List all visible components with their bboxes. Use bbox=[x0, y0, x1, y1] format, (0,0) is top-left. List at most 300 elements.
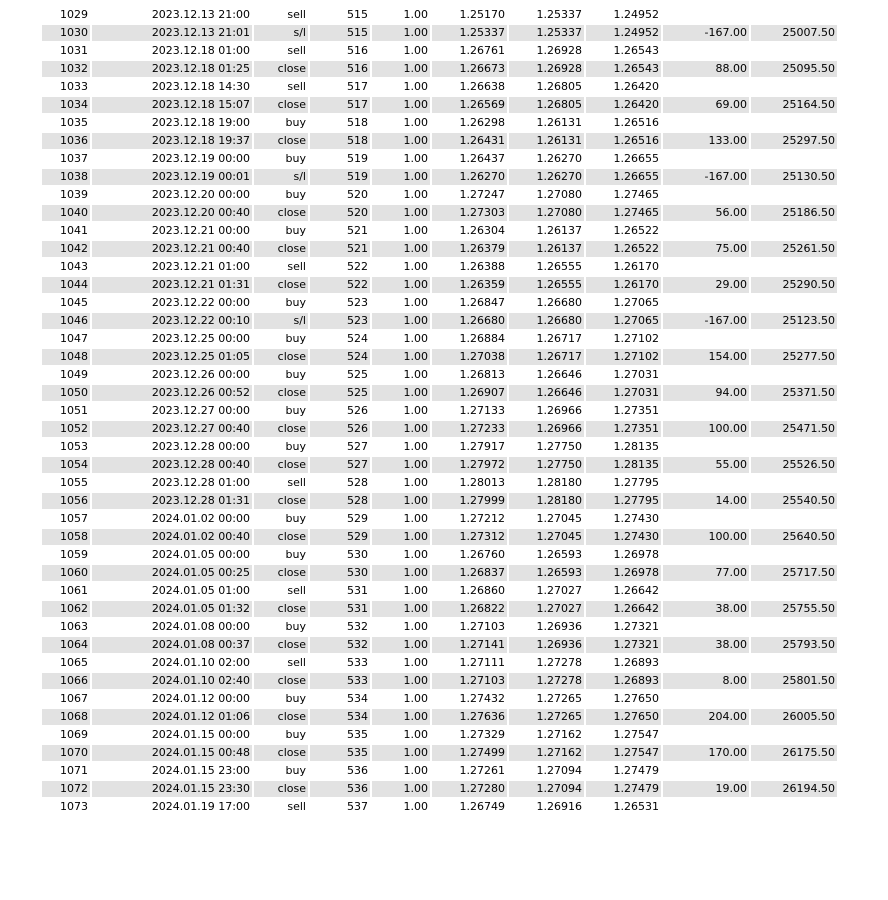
table-row bbox=[42, 475, 837, 491]
deal-number-cell: 1073 bbox=[60, 800, 88, 813]
price-cell: 1.27212 bbox=[459, 512, 505, 525]
take-profit-cell: 1.27650 bbox=[613, 692, 659, 705]
time-cell: 2023.12.20 00:40 bbox=[92, 205, 252, 221]
profit-cell: 100.00 bbox=[663, 529, 749, 545]
deal-number-cell: 1039 bbox=[60, 188, 88, 201]
deal-number-cell: 1064 bbox=[42, 637, 90, 653]
order-cell: 527 bbox=[347, 440, 368, 453]
time-cell: 2024.01.08 00:37 bbox=[92, 637, 252, 653]
profit-cell bbox=[663, 511, 749, 527]
order-cell: 523 bbox=[347, 296, 368, 309]
time-cell: 2024.01.15 23:30 bbox=[92, 781, 252, 797]
time-cell: 2023.12.18 19:37 bbox=[92, 133, 252, 149]
deal-number-cell: 1052 bbox=[42, 421, 90, 437]
type-cell: buy bbox=[285, 512, 306, 525]
table-row bbox=[42, 727, 837, 743]
table-row bbox=[42, 511, 837, 527]
take-profit-cell: 1.27351 bbox=[613, 404, 659, 417]
time-cell: 2023.12.27 00:40 bbox=[92, 421, 252, 437]
volume-cell: 1.00 bbox=[403, 764, 428, 777]
order-cell: 528 bbox=[347, 476, 368, 489]
deal-number-cell: 1050 bbox=[42, 385, 90, 401]
stop-loss-cell: 1.26717 bbox=[536, 332, 582, 345]
price-cell: 1.26673 bbox=[432, 61, 507, 77]
take-profit-cell: 1.27102 bbox=[586, 349, 661, 365]
profit-cell: 94.00 bbox=[663, 385, 749, 401]
deal-number-cell: 1031 bbox=[60, 44, 88, 57]
stop-loss-cell: 1.28180 bbox=[536, 476, 582, 489]
profit-cell: 133.00 bbox=[663, 133, 749, 149]
price-cell: 1.27499 bbox=[432, 745, 507, 761]
volume-cell: 1.00 bbox=[372, 97, 430, 113]
type-cell: buy bbox=[285, 224, 306, 237]
order-cell: 525 bbox=[310, 385, 370, 401]
stop-loss-cell: 1.27080 bbox=[509, 205, 584, 221]
time-cell: 2023.12.25 01:05 bbox=[92, 349, 252, 365]
balance-cell: 25095.50 bbox=[751, 61, 837, 77]
table-row bbox=[42, 547, 837, 563]
volume-cell: 1.00 bbox=[403, 656, 428, 669]
volume-cell: 1.00 bbox=[372, 781, 430, 797]
price-cell: 1.26379 bbox=[432, 241, 507, 257]
order-cell: 536 bbox=[347, 764, 368, 777]
stop-loss-cell: 1.26555 bbox=[536, 260, 582, 273]
stop-loss-cell: 1.26936 bbox=[509, 637, 584, 653]
take-profit-cell: 1.26170 bbox=[586, 277, 661, 293]
price-cell: 1.26749 bbox=[459, 800, 505, 813]
type-cell: sell bbox=[287, 800, 306, 813]
take-profit-cell: 1.26522 bbox=[613, 224, 659, 237]
stop-loss-cell: 1.27750 bbox=[509, 457, 584, 473]
profit-cell bbox=[663, 763, 749, 779]
time-cell: 2023.12.28 00:00 bbox=[151, 440, 250, 453]
profit-cell: 55.00 bbox=[663, 457, 749, 473]
table-row bbox=[42, 241, 837, 257]
stop-loss-cell: 1.26680 bbox=[536, 296, 582, 309]
volume-cell: 1.00 bbox=[403, 548, 428, 561]
deal-number-cell: 1030 bbox=[42, 25, 90, 41]
order-cell: 526 bbox=[347, 404, 368, 417]
order-cell: 529 bbox=[347, 512, 368, 525]
deal-number-cell: 1068 bbox=[42, 709, 90, 725]
time-cell: 2023.12.21 01:00 bbox=[151, 260, 250, 273]
table-row bbox=[42, 313, 837, 329]
balance-cell: 25277.50 bbox=[751, 349, 837, 365]
take-profit-cell: 1.27351 bbox=[586, 421, 661, 437]
price-cell: 1.27233 bbox=[432, 421, 507, 437]
balance-cell bbox=[751, 619, 837, 635]
profit-cell: 75.00 bbox=[663, 241, 749, 257]
price-cell: 1.27247 bbox=[459, 188, 505, 201]
deal-number-cell: 1041 bbox=[60, 224, 88, 237]
type-cell: s/l bbox=[254, 169, 308, 185]
order-cell: 516 bbox=[310, 61, 370, 77]
stop-loss-cell: 1.27265 bbox=[536, 692, 582, 705]
balance-cell bbox=[751, 115, 837, 131]
stop-loss-cell: 1.27278 bbox=[509, 673, 584, 689]
balance-cell: 25290.50 bbox=[751, 277, 837, 293]
profit-cell bbox=[663, 43, 749, 59]
volume-cell: 1.00 bbox=[372, 277, 430, 293]
profit-cell bbox=[663, 799, 749, 815]
type-cell: sell bbox=[287, 584, 306, 597]
deal-number-cell: 1066 bbox=[42, 673, 90, 689]
balance-cell bbox=[751, 187, 837, 203]
price-cell: 1.27280 bbox=[432, 781, 507, 797]
type-cell: close bbox=[254, 349, 308, 365]
balance-cell bbox=[751, 295, 837, 311]
volume-cell: 1.00 bbox=[372, 457, 430, 473]
deal-number-cell: 1051 bbox=[60, 404, 88, 417]
time-cell: 2023.12.18 15:07 bbox=[92, 97, 252, 113]
profit-cell: 8.00 bbox=[663, 673, 749, 689]
time-cell: 2024.01.10 02:00 bbox=[151, 656, 250, 669]
take-profit-cell: 1.27031 bbox=[586, 385, 661, 401]
deal-number-cell: 1059 bbox=[60, 548, 88, 561]
time-cell: 2024.01.15 00:48 bbox=[92, 745, 252, 761]
balance-cell: 25540.50 bbox=[751, 493, 837, 509]
stop-loss-cell: 1.26131 bbox=[509, 133, 584, 149]
time-cell: 2024.01.05 01:00 bbox=[151, 584, 250, 597]
price-cell: 1.27261 bbox=[459, 764, 505, 777]
take-profit-cell: 1.26170 bbox=[613, 260, 659, 273]
profit-cell bbox=[663, 367, 749, 383]
deal-number-cell: 1061 bbox=[60, 584, 88, 597]
deal-number-cell: 1036 bbox=[42, 133, 90, 149]
price-cell: 1.26638 bbox=[459, 80, 505, 93]
table-row bbox=[42, 367, 837, 383]
order-cell: 533 bbox=[347, 656, 368, 669]
profit-cell bbox=[663, 691, 749, 707]
price-cell: 1.26813 bbox=[459, 368, 505, 381]
time-cell: 2024.01.05 01:32 bbox=[92, 601, 252, 617]
balance-cell: 26005.50 bbox=[751, 709, 837, 725]
deal-number-cell: 1043 bbox=[60, 260, 88, 273]
balance-cell: 25297.50 bbox=[751, 133, 837, 149]
volume-cell: 1.00 bbox=[403, 116, 428, 129]
take-profit-cell: 1.26516 bbox=[613, 116, 659, 129]
trade-history-table bbox=[40, 5, 839, 817]
time-cell: 2024.01.05 00:00 bbox=[151, 548, 250, 561]
type-cell: sell bbox=[287, 656, 306, 669]
order-cell: 519 bbox=[347, 152, 368, 165]
type-cell: buy bbox=[285, 764, 306, 777]
type-cell: buy bbox=[285, 728, 306, 741]
price-cell: 1.27103 bbox=[459, 620, 505, 633]
order-cell: 522 bbox=[347, 260, 368, 273]
table-row bbox=[42, 259, 837, 275]
stop-loss-cell: 1.26593 bbox=[536, 548, 582, 561]
price-cell: 1.26760 bbox=[459, 548, 505, 561]
order-cell: 530 bbox=[347, 548, 368, 561]
profit-cell: -167.00 bbox=[663, 169, 749, 185]
stop-loss-cell: 1.27094 bbox=[509, 781, 584, 797]
balance-cell: 26175.50 bbox=[751, 745, 837, 761]
volume-cell: 1.00 bbox=[403, 188, 428, 201]
type-cell: close bbox=[254, 277, 308, 293]
volume-cell: 1.00 bbox=[372, 709, 430, 725]
stop-loss-cell: 1.27080 bbox=[536, 188, 582, 201]
volume-cell: 1.00 bbox=[403, 584, 428, 597]
table-row bbox=[42, 151, 837, 167]
time-cell: 2023.12.26 00:52 bbox=[92, 385, 252, 401]
order-cell: 530 bbox=[310, 565, 370, 581]
take-profit-cell: 1.26642 bbox=[586, 601, 661, 617]
profit-cell: 29.00 bbox=[663, 277, 749, 293]
table-row bbox=[42, 673, 837, 689]
price-cell: 1.27917 bbox=[459, 440, 505, 453]
type-cell: close bbox=[254, 745, 308, 761]
order-cell: 535 bbox=[347, 728, 368, 741]
order-cell: 521 bbox=[310, 241, 370, 257]
price-cell: 1.26359 bbox=[432, 277, 507, 293]
time-cell: 2024.01.19 17:00 bbox=[151, 800, 250, 813]
volume-cell: 1.00 bbox=[372, 25, 430, 41]
price-cell: 1.26388 bbox=[459, 260, 505, 273]
balance-cell bbox=[751, 403, 837, 419]
price-cell: 1.27432 bbox=[459, 692, 505, 705]
table-row bbox=[42, 619, 837, 635]
price-cell: 1.26431 bbox=[432, 133, 507, 149]
profit-cell: 204.00 bbox=[663, 709, 749, 725]
order-cell: 536 bbox=[310, 781, 370, 797]
balance-cell: 25755.50 bbox=[751, 601, 837, 617]
type-cell: buy bbox=[285, 692, 306, 705]
take-profit-cell: 1.26516 bbox=[586, 133, 661, 149]
price-cell: 1.27972 bbox=[432, 457, 507, 473]
take-profit-cell: 1.26655 bbox=[613, 152, 659, 165]
balance-cell bbox=[751, 259, 837, 275]
volume-cell: 1.00 bbox=[403, 80, 428, 93]
profit-cell bbox=[663, 619, 749, 635]
volume-cell: 1.00 bbox=[403, 260, 428, 273]
profit-cell: 100.00 bbox=[663, 421, 749, 437]
type-cell: close bbox=[254, 385, 308, 401]
order-cell: 527 bbox=[310, 457, 370, 473]
price-cell: 1.27999 bbox=[432, 493, 507, 509]
take-profit-cell: 1.27547 bbox=[586, 745, 661, 761]
table-row bbox=[42, 385, 837, 401]
take-profit-cell: 1.26543 bbox=[613, 44, 659, 57]
stop-loss-cell: 1.26131 bbox=[536, 116, 582, 129]
table-row bbox=[42, 79, 837, 95]
deal-number-cell: 1049 bbox=[60, 368, 88, 381]
volume-cell: 1.00 bbox=[372, 637, 430, 653]
time-cell: 2024.01.12 01:06 bbox=[92, 709, 252, 725]
order-cell: 521 bbox=[347, 224, 368, 237]
stop-loss-cell: 1.26680 bbox=[509, 313, 584, 329]
price-cell: 1.26761 bbox=[459, 44, 505, 57]
take-profit-cell: 1.26978 bbox=[586, 565, 661, 581]
take-profit-cell: 1.24952 bbox=[586, 25, 661, 41]
order-cell: 529 bbox=[310, 529, 370, 545]
deal-number-cell: 1071 bbox=[60, 764, 88, 777]
volume-cell: 1.00 bbox=[403, 332, 428, 345]
volume-cell: 1.00 bbox=[403, 512, 428, 525]
order-cell: 531 bbox=[310, 601, 370, 617]
stop-loss-cell: 1.26805 bbox=[536, 80, 582, 93]
deal-number-cell: 1042 bbox=[42, 241, 90, 257]
balance-cell: 25793.50 bbox=[751, 637, 837, 653]
order-cell: 517 bbox=[310, 97, 370, 113]
table-row bbox=[42, 637, 837, 653]
profit-cell bbox=[663, 223, 749, 239]
deal-number-cell: 1033 bbox=[60, 80, 88, 93]
table-row bbox=[42, 223, 837, 239]
balance-cell: 25130.50 bbox=[751, 169, 837, 185]
price-cell: 1.27133 bbox=[459, 404, 505, 417]
volume-cell: 1.00 bbox=[403, 404, 428, 417]
time-cell: 2023.12.22 00:10 bbox=[92, 313, 252, 329]
stop-loss-cell: 1.27045 bbox=[536, 512, 582, 525]
stop-loss-cell: 1.26270 bbox=[509, 169, 584, 185]
volume-cell: 1.00 bbox=[372, 529, 430, 545]
take-profit-cell: 1.26420 bbox=[613, 80, 659, 93]
stop-loss-cell: 1.26966 bbox=[509, 421, 584, 437]
balance-cell: 25186.50 bbox=[751, 205, 837, 221]
time-cell: 2024.01.12 00:00 bbox=[151, 692, 250, 705]
price-cell: 1.26822 bbox=[432, 601, 507, 617]
price-cell: 1.26270 bbox=[432, 169, 507, 185]
time-cell: 2024.01.15 00:00 bbox=[151, 728, 250, 741]
balance-cell bbox=[751, 763, 837, 779]
balance-cell: 25371.50 bbox=[751, 385, 837, 401]
deal-number-cell: 1069 bbox=[60, 728, 88, 741]
stop-loss-cell: 1.27027 bbox=[509, 601, 584, 617]
type-cell: close bbox=[254, 781, 308, 797]
table-row bbox=[42, 403, 837, 419]
take-profit-cell: 1.26893 bbox=[586, 673, 661, 689]
profit-cell bbox=[663, 655, 749, 671]
order-cell: 524 bbox=[310, 349, 370, 365]
order-cell: 519 bbox=[310, 169, 370, 185]
profit-cell bbox=[663, 295, 749, 311]
table-row bbox=[42, 7, 837, 23]
order-cell: 528 bbox=[310, 493, 370, 509]
time-cell: 2024.01.15 23:00 bbox=[151, 764, 250, 777]
balance-cell bbox=[751, 583, 837, 599]
table-row bbox=[42, 277, 837, 293]
stop-loss-cell: 1.26966 bbox=[536, 404, 582, 417]
balance-cell bbox=[751, 547, 837, 563]
table-row bbox=[42, 43, 837, 59]
type-cell: close bbox=[254, 97, 308, 113]
stop-loss-cell: 1.25337 bbox=[536, 8, 582, 21]
time-cell: 2023.12.27 00:00 bbox=[151, 404, 250, 417]
balance-cell bbox=[751, 151, 837, 167]
deal-number-cell: 1055 bbox=[60, 476, 88, 489]
deal-number-cell: 1063 bbox=[60, 620, 88, 633]
time-cell: 2023.12.26 00:00 bbox=[151, 368, 250, 381]
profit-cell bbox=[663, 583, 749, 599]
table-row bbox=[42, 349, 837, 365]
stop-loss-cell: 1.26805 bbox=[509, 97, 584, 113]
take-profit-cell: 1.26420 bbox=[586, 97, 661, 113]
profit-cell bbox=[663, 403, 749, 419]
deal-number-cell: 1067 bbox=[60, 692, 88, 705]
profit-cell bbox=[663, 79, 749, 95]
balance-cell: 25123.50 bbox=[751, 313, 837, 329]
order-cell: 524 bbox=[347, 332, 368, 345]
volume-cell: 1.00 bbox=[403, 44, 428, 57]
profit-cell bbox=[663, 331, 749, 347]
order-cell: 518 bbox=[310, 133, 370, 149]
deal-number-cell: 1048 bbox=[42, 349, 90, 365]
balance-cell bbox=[751, 511, 837, 527]
take-profit-cell: 1.27465 bbox=[613, 188, 659, 201]
take-profit-cell: 1.28135 bbox=[613, 440, 659, 453]
profit-cell bbox=[663, 547, 749, 563]
profit-cell bbox=[663, 115, 749, 131]
take-profit-cell: 1.27321 bbox=[613, 620, 659, 633]
order-cell: 520 bbox=[347, 188, 368, 201]
trade-rows bbox=[42, 7, 837, 815]
type-cell: sell bbox=[287, 8, 306, 21]
take-profit-cell: 1.27065 bbox=[586, 313, 661, 329]
price-cell: 1.27329 bbox=[459, 728, 505, 741]
table-row bbox=[42, 61, 837, 77]
deal-number-cell: 1047 bbox=[60, 332, 88, 345]
type-cell: buy bbox=[285, 548, 306, 561]
type-cell: sell bbox=[287, 260, 306, 273]
table-row bbox=[42, 331, 837, 347]
balance-cell: 26194.50 bbox=[751, 781, 837, 797]
balance-cell: 25471.50 bbox=[751, 421, 837, 437]
deal-number-cell: 1029 bbox=[60, 8, 88, 21]
price-cell: 1.25337 bbox=[432, 25, 507, 41]
order-cell: 532 bbox=[347, 620, 368, 633]
volume-cell: 1.00 bbox=[403, 152, 428, 165]
profit-cell: -167.00 bbox=[663, 313, 749, 329]
time-cell: 2023.12.25 00:00 bbox=[151, 332, 250, 345]
balance-cell bbox=[751, 439, 837, 455]
type-cell: close bbox=[254, 421, 308, 437]
type-cell: close bbox=[254, 133, 308, 149]
price-cell: 1.27141 bbox=[432, 637, 507, 653]
type-cell: close bbox=[254, 529, 308, 545]
time-cell: 2023.12.21 00:00 bbox=[151, 224, 250, 237]
take-profit-cell: 1.26978 bbox=[613, 548, 659, 561]
deal-number-cell: 1062 bbox=[42, 601, 90, 617]
table-row bbox=[42, 169, 837, 185]
volume-cell: 1.00 bbox=[372, 673, 430, 689]
type-cell: buy bbox=[285, 368, 306, 381]
type-cell: sell bbox=[287, 44, 306, 57]
table-row bbox=[42, 205, 837, 221]
order-cell: 535 bbox=[310, 745, 370, 761]
order-cell: 515 bbox=[347, 8, 368, 21]
volume-cell: 1.00 bbox=[372, 241, 430, 257]
take-profit-cell: 1.27650 bbox=[586, 709, 661, 725]
price-cell: 1.26837 bbox=[432, 565, 507, 581]
balance-cell: 25526.50 bbox=[751, 457, 837, 473]
deal-number-cell: 1032 bbox=[42, 61, 90, 77]
time-cell: 2023.12.18 01:00 bbox=[151, 44, 250, 57]
price-cell: 1.26304 bbox=[459, 224, 505, 237]
volume-cell: 1.00 bbox=[372, 385, 430, 401]
deal-number-cell: 1053 bbox=[60, 440, 88, 453]
order-cell: 516 bbox=[347, 44, 368, 57]
stop-loss-cell: 1.26137 bbox=[509, 241, 584, 257]
time-cell: 2023.12.19 00:00 bbox=[151, 152, 250, 165]
balance-cell bbox=[751, 43, 837, 59]
volume-cell: 1.00 bbox=[403, 728, 428, 741]
time-cell: 2023.12.28 01:31 bbox=[92, 493, 252, 509]
deal-number-cell: 1060 bbox=[42, 565, 90, 581]
type-cell: s/l bbox=[254, 25, 308, 41]
profit-cell: 77.00 bbox=[663, 565, 749, 581]
take-profit-cell: 1.26531 bbox=[613, 800, 659, 813]
